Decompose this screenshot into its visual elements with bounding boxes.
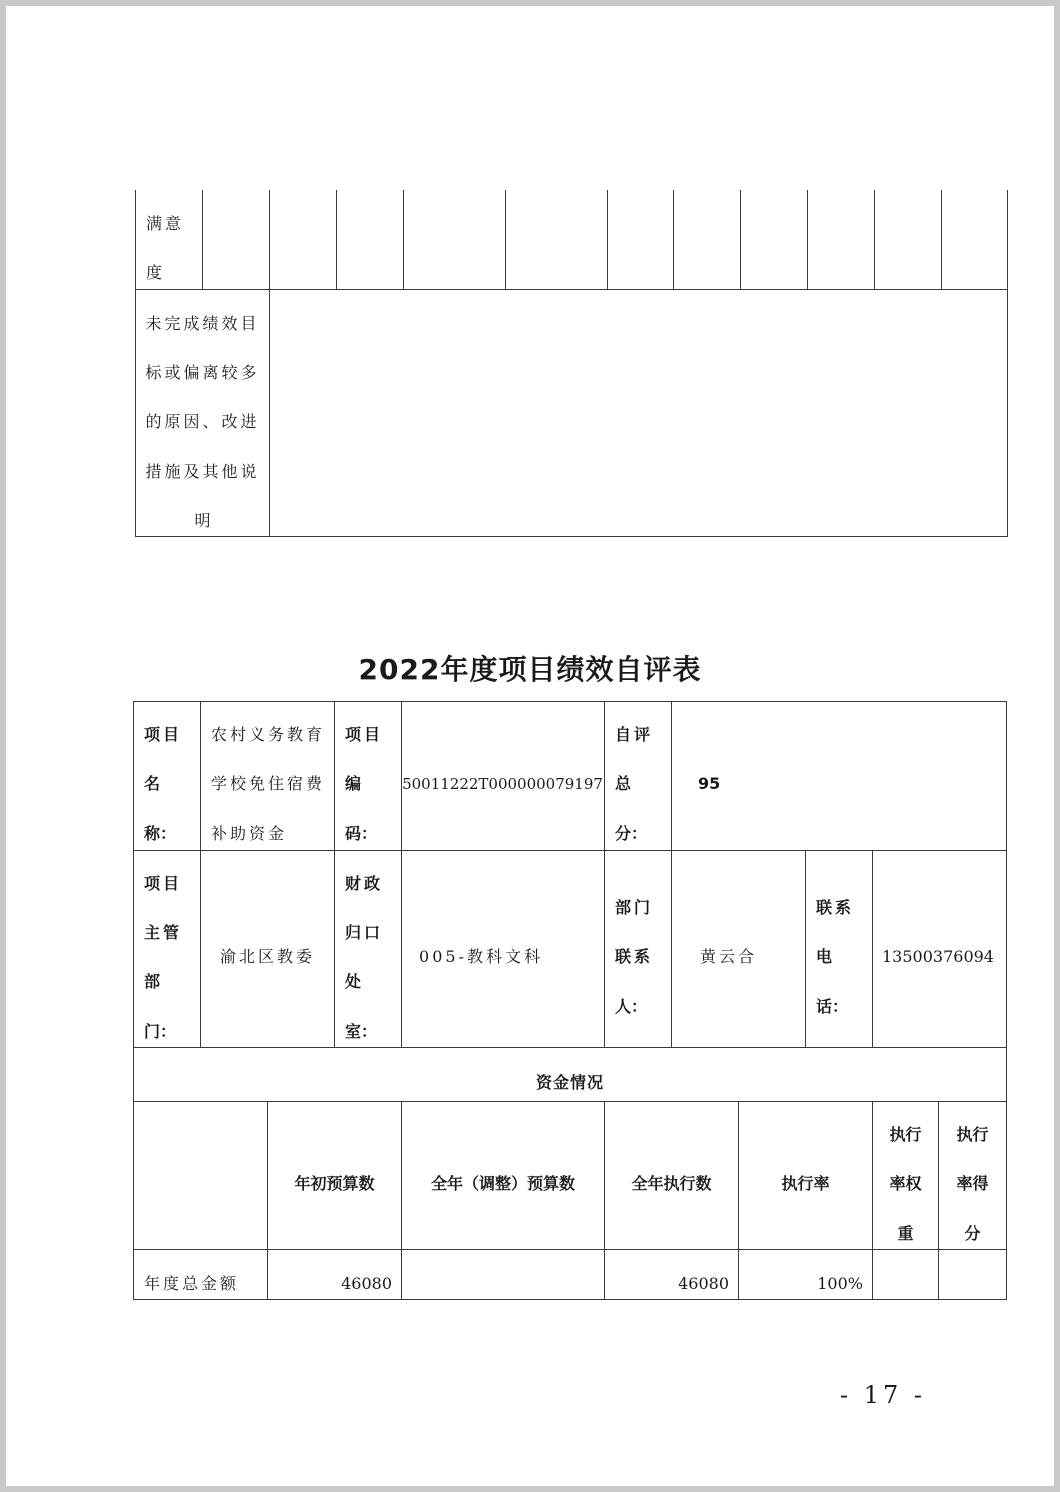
col-header-score-cont: 率得 — [956, 1174, 989, 1193]
finance-office-label-cont: 处 — [345, 972, 362, 991]
dept-label-cont: 部 — [144, 972, 161, 991]
dept-label-cont: 主管 — [144, 923, 183, 942]
project-name-value-cont: 学校免住宿费 — [211, 774, 326, 793]
finance-office-label-cont: 归口 — [345, 923, 384, 942]
project-code-label-cont: 码： — [345, 824, 378, 843]
dept-value: 渝北区教委 — [219, 947, 315, 966]
finance-office-label-cont: 室： — [345, 1022, 378, 1041]
self-score-value: 95 — [698, 774, 721, 793]
self-score-label: 自评 — [615, 725, 654, 744]
form-title: 2022年度项目绩效自评表 — [358, 653, 702, 686]
project-code-label-cont: 编 — [345, 774, 362, 793]
finance-office-label: 财政 — [345, 874, 384, 893]
satisfaction-label: 满意 — [146, 214, 185, 233]
col-header-executed: 全年执行数 — [631, 1174, 712, 1193]
page-number: - 17 - — [840, 1381, 927, 1409]
finance-office-value: 005-教科文科 — [419, 947, 543, 966]
phone-label-cont: 话： — [816, 997, 849, 1016]
phone-value: 13500376094 — [882, 947, 994, 966]
project-code-value: 50011222T000000079197 — [402, 775, 603, 793]
contact-label-cont: 人： — [615, 997, 648, 1016]
col-header-weight-cont: 重 — [897, 1224, 914, 1243]
col-header-score-cont: 分 — [964, 1224, 981, 1243]
col-header-initial-budget: 年初预算数 — [294, 1174, 375, 1193]
phone-label: 联系 — [816, 898, 855, 917]
reason-label-line: 的原因、改进 — [145, 412, 260, 431]
col-header-weight-cont: 率权 — [889, 1174, 922, 1193]
col-header-score: 执行 — [956, 1125, 989, 1144]
contact-label: 部门 — [615, 898, 654, 917]
reason-label-line: 标或偏离较多 — [145, 363, 260, 382]
project-name-label-cont: 名 — [144, 774, 161, 793]
col-header-weight: 执行 — [889, 1125, 922, 1144]
cell-executed: 46080 — [678, 1274, 729, 1293]
reason-label-line: 明 — [194, 511, 211, 530]
phone-label-cont: 电 — [816, 947, 833, 966]
contact-label-cont: 联系 — [615, 947, 654, 966]
self-score-label-cont: 总 — [615, 774, 632, 793]
project-name-value-cont: 补助资金 — [211, 824, 288, 843]
contact-value: 黄云合 — [700, 947, 758, 966]
reason-label-line: 措施及其他说 — [145, 462, 260, 481]
col-header-exec-rate: 执行率 — [781, 1174, 830, 1193]
reason-label-line: 未完成绩效目 — [145, 314, 260, 333]
satisfaction-label-cont: 度 — [146, 263, 163, 282]
project-name-label: 项目 — [144, 725, 183, 744]
cell-exec-rate: 100% — [817, 1274, 863, 1293]
col-header-adjusted-budget: 全年（调整）预算数 — [430, 1174, 575, 1193]
project-name-label-cont: 称： — [144, 824, 177, 843]
project-code-label: 项目 — [345, 725, 384, 744]
project-name-value: 农村义务教育 — [211, 725, 326, 744]
self-score-label-cont: 分： — [615, 824, 648, 843]
dept-label: 项目 — [144, 874, 183, 893]
funds-section-title: 资金情况 — [535, 1073, 604, 1092]
dept-label-cont: 门： — [144, 1022, 177, 1041]
cell-initial-budget: 46080 — [341, 1274, 392, 1293]
row-label: 年度总金额 — [144, 1274, 240, 1293]
